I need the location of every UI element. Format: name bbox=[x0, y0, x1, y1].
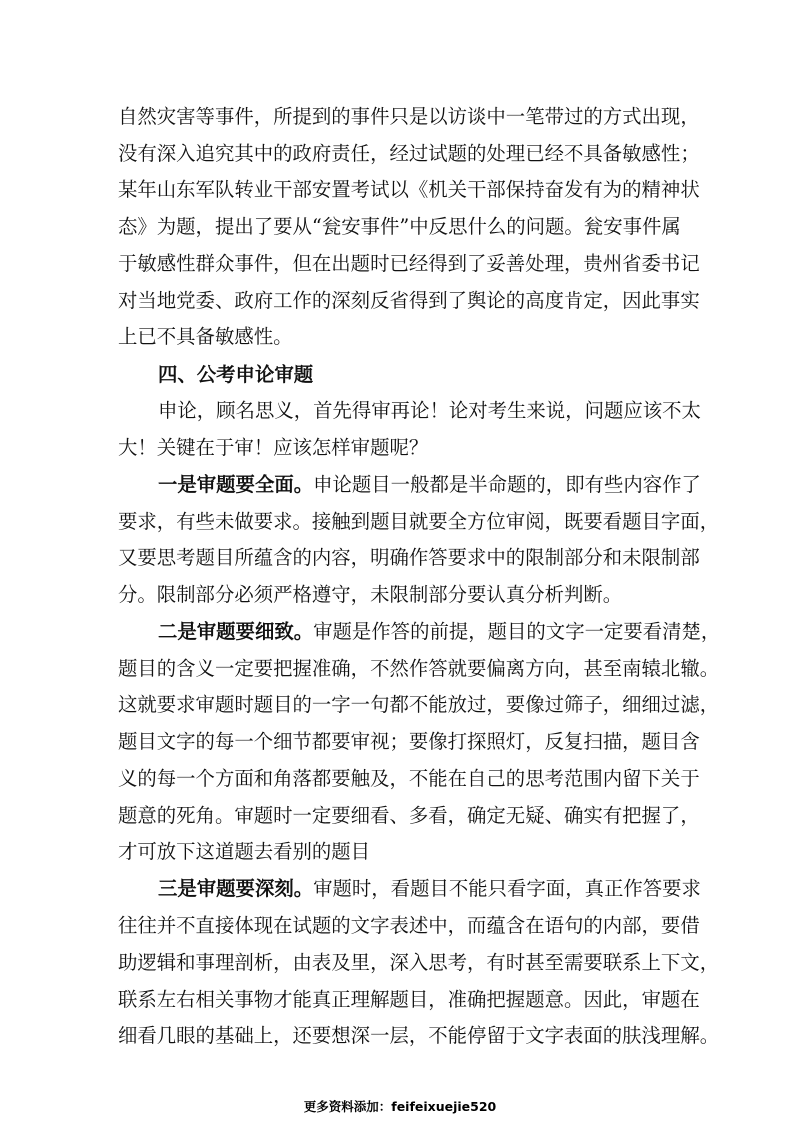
paragraph-line: 自然灾害等事件，所提到的事件只是以访谈中一笔带过的方式出现， bbox=[118, 105, 700, 128]
paragraph-line bbox=[158, 875, 701, 903]
paragraph-line: 才可放下这道题去看别的题目 bbox=[118, 840, 371, 863]
paragraph-line: 往往并不直接体现在试题的文字表述中，而蕴含在语句的内部，要借 bbox=[118, 914, 700, 937]
paragraph-line: 义的每一个方面和角落都要触及，不能在自己的思考范围内留下关于 bbox=[118, 767, 700, 790]
paragraph-text: 申论题目一般都是半命题的，即有些内容作了 bbox=[313, 473, 701, 496]
paragraph-lead: 一是审题要全面。 bbox=[158, 473, 314, 496]
paragraph-text: 审题是作答的前提，题目的文字一定要看清楚， bbox=[313, 620, 721, 643]
paragraph-line bbox=[158, 471, 701, 499]
footer-note bbox=[0, 1097, 800, 1115]
paragraph-lead: 三是审题要深刻。 bbox=[158, 877, 314, 900]
paragraph-line: 这就要求审题时题目的一字一句都不能放过，要像过筛子，细细过滤， bbox=[118, 693, 720, 716]
paragraph-lead: 二是审题要细致。 bbox=[158, 620, 314, 643]
paragraph-line: 分。限制部分必须严格遵守，未限制部分要认真分析判断。 bbox=[118, 583, 623, 606]
section-heading: 四、公考申论审题 bbox=[158, 363, 314, 386]
paragraph-line: 题目文字的每一个细节都要审视；要像打探照灯，反复扫描，题目含 bbox=[118, 730, 700, 753]
paragraph-line: 上已不具备敏感性。 bbox=[118, 325, 293, 348]
paragraph-line: 题意的死角。审题时一定要细看、多看，确定无疑、确实有把握了， bbox=[118, 804, 700, 827]
paragraph-line: 申论，顾名思义，首先得审再论！论对考生来说，问题应该不太 bbox=[158, 399, 701, 422]
paragraph-line: 态》为题，提出了要从“瓮安事件”中反思什么的问题。瓮安事件属 bbox=[118, 215, 681, 238]
paragraph-line: 又要思考题目所蕴含的内容，明确作答要求中的限制部分和未限制部 bbox=[118, 546, 700, 569]
paragraph-line: 大！关键在于审！应该怎样审题呢？ bbox=[118, 436, 429, 459]
paragraph-text: 审题时，看题目不能只看字面，真正作答要求 bbox=[313, 877, 701, 900]
paragraph-line: 联系左右相关事物才能真正理解题目，准确把握题意。因此，审题在 bbox=[118, 988, 700, 1011]
paragraph-line: 题目的含义一定要把握准确，不然作答就要偏离方向，甚至南辕北辙。 bbox=[118, 657, 720, 680]
paragraph-line: 细看几眼的基础上，还要想深一层，不能停留于文字表面的肤浅理解。 bbox=[118, 1024, 720, 1047]
paragraph-line: 助逻辑和事理剖析，由表及里，深入思考，有时甚至需要联系上下文， bbox=[118, 951, 720, 974]
footer-label: 更多资料添加： bbox=[303, 1099, 392, 1114]
paragraph-line: 对当地党委、政府工作的深刻反省得到了舆论的高度肯定，因此事实 bbox=[118, 289, 700, 312]
footer-contact: feifeixuejie520 bbox=[391, 1099, 497, 1114]
paragraph-line bbox=[158, 618, 721, 646]
paragraph-line: 没有深入追究其中的政府责任，经过试题的处理已经不具备敏感性； bbox=[118, 142, 700, 165]
paragraph-line: 要求，有些未做要求。接触到题目就要全方位审阅，既要看题目字面， bbox=[118, 510, 720, 533]
paragraph-line: 某年山东军队转业干部安置考试以《机关干部保持奋发有为的精神状 bbox=[118, 178, 700, 201]
paragraph-line: 于敏感性群众事件，但在出题时已经得到了妥善处理，贵州省委书记 bbox=[118, 252, 700, 275]
